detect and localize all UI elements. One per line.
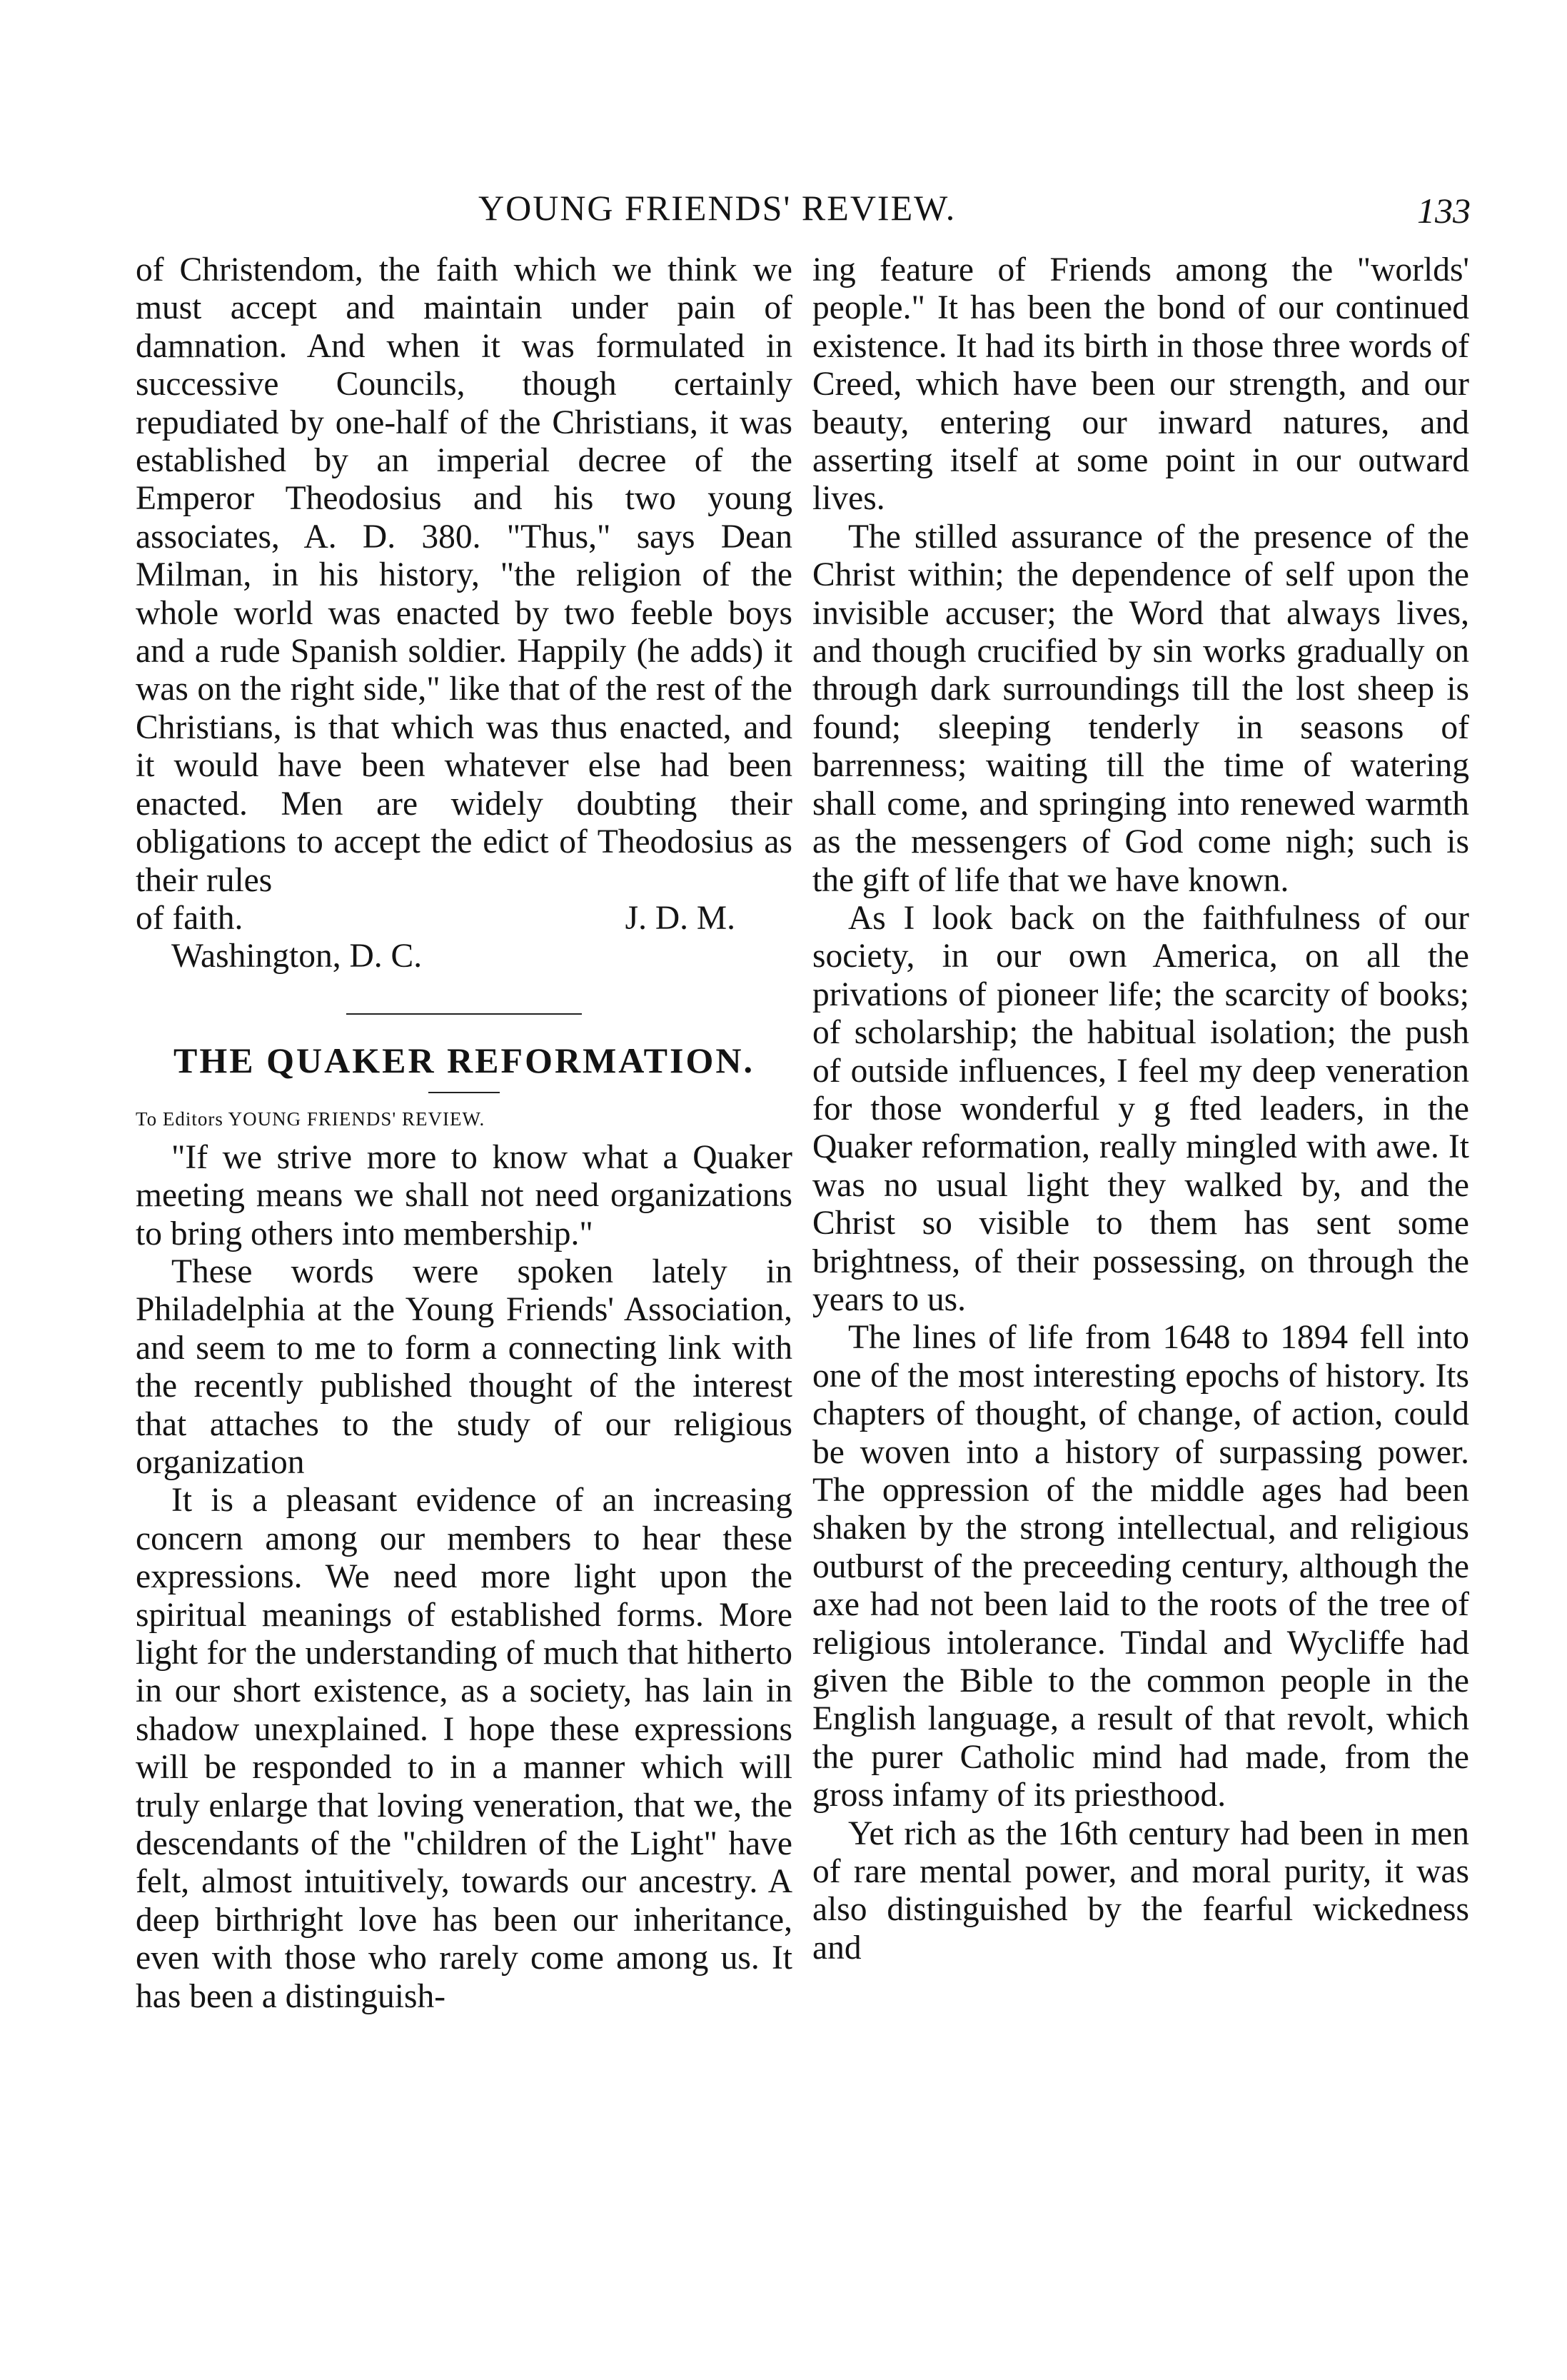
running-head: YOUNG FRIENDS' REVIEW. xyxy=(478,188,957,228)
place-line: Washington, D. C. xyxy=(171,938,423,975)
left-column xyxy=(136,251,792,2016)
right-paragraph-3: As I look back on the faithfulness of our society, in our own America, on all the privations of pioneer life; the scarcity of books; of scholarship; the habitual isolation; the push of outside influences, I feel my deep veneration for those wonderful y g fted leaders, in the Quaker reformation, really mingled with awe. It was no usual light they walked by, and the Christ so visible to them has sent some brightness, of their possessing, on through the years to us. xyxy=(812,899,1469,1318)
right-paragraph-1: ing feature of Friends among the "worlds' people." It has been the bond of our continued existence. It had its birth in those three words of Creed, which have been our strength, and our beauty, entering our inward natures, and asserting itself at some point in our outward lives. xyxy=(812,251,1469,518)
address-line: To Editors YOUNG FRIENDS' REVIEW. xyxy=(136,1108,485,1130)
title-underline xyxy=(428,1092,500,1093)
right-paragraph-2: The stilled assurance of the presence of the Christ within; the dependence of self upon the invisible accuser; the Word that always lives, and though crucified by sin works gradually on through dark surroundings till the lost sheep is found; sleeping tenderly in seasons of barrenness; waiting till the time of watering shall come, and springing into renewed warmth as the messengers of God come nigh; such is the gift of life that we have known. xyxy=(812,518,1469,899)
signature-text: of faith. xyxy=(136,899,243,937)
page-number: 133 xyxy=(1417,191,1471,231)
section-divider xyxy=(346,1013,582,1015)
signature-line xyxy=(136,900,792,938)
right-column xyxy=(812,251,1469,1967)
page-header xyxy=(129,187,1471,237)
left-paragraph-1: of Christendom, the faith which we think we must accept and maintain under pain of damnation. And when it was formulated in successive Councils, though certainly repudiated by one-half of the Christians, it was established by an imperial decree of the Emperor Theodosius and his two young associates, A. D. 380. "Thus," says Dean Milman, in his history, "the religion of the whole world was enacted by two feeble boys and a rude Spanish soldier. Happily (he adds) it was on the right side," like that of the rest of the Christians, is that which was thus enacted, and it would have been whatever else had been enacted. Men are widely doubting their obligations to accept the edict of Theodosius as their rules xyxy=(136,251,792,899)
left-paragraph-4: It is a pleasant evidence of an increasing concern among our members to hear these expressions. We need more light upon the spiritual meanings of established forms. More light for the understanding of much that hitherto in our short existence, as a society, has lain in shadow unexplained. I hope these expressions will be responded to in a manner which will truly enlarge that loving veneration, that we, the descendants of the "children of the Light" have felt, almost intuitively, towards our ancestry. A deep birthright love has been our inheritance, even with those who rarely come among us. It has been a distinguish- xyxy=(136,1482,792,2015)
left-paragraph-2: "If we strive more to know what a Quaker meeting means we shall not need organizations to bring others into membership." xyxy=(136,1138,792,1252)
section-title: THE QUAKER REFORMATION. xyxy=(173,1040,755,1080)
right-paragraph-5: Yet rich as the 16th century had been in men of rare mental power, and moral purity, it was also distinguished by the fearful wickedness and xyxy=(812,1814,1469,1967)
right-paragraph-4: The lines of life from 1648 to 1894 fell into one of the most interesting epochs of history. Its chapters of thought, of change, of action, could be woven into a history of surpassing power. The oppression of the middle ages had been shaken by the strong intellectual, and religious outburst of the preceeding century, although the axe had not been laid to the roots of the tree of religious intolerance. Tindal and Wycliffe had given the Bible to the common people in the English language, a result of that revolt, which the purer Catholic mind had made, from the gross infamy of its priesthood. xyxy=(812,1319,1469,1814)
signature-initials: J. D. M. xyxy=(625,899,735,937)
left-paragraph-3: These words were spoken lately in Philadelphia at the Young Friends' Association, and seem to me to form a connecting link with the recently published thought of the interest that attaches to the study of our religious organization xyxy=(136,1252,792,1481)
